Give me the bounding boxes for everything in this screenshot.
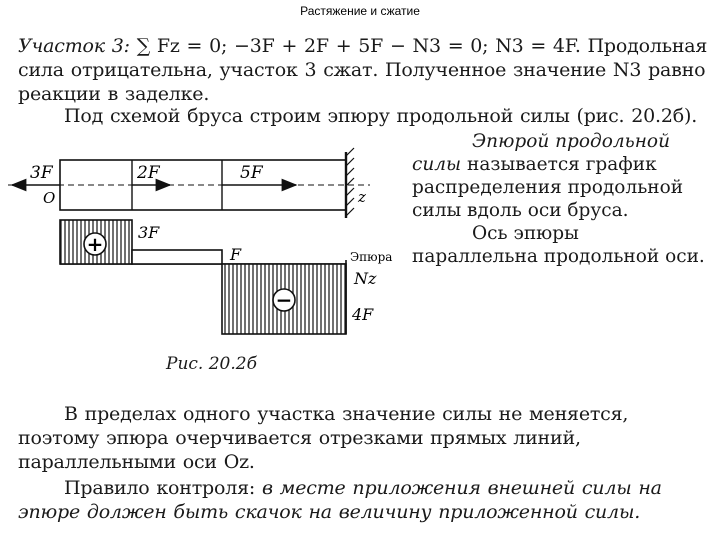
minus-sign: − (275, 288, 293, 312)
section-3-label: Участок 3: (18, 35, 130, 57)
beam-and-force-diagram (0, 130, 410, 350)
control-rule-label: Правило контроля: (64, 477, 256, 499)
paragraph-control-rule (18, 476, 708, 524)
figure-caption: Рис. 20.2б (166, 354, 257, 374)
page-title: Растяжение и сжатие (300, 4, 420, 18)
force-label-middle: 2F (137, 163, 160, 183)
equilibrium-formula: ∑ Fz = 0; −3F + 2F + 5F − N3 = 0; N3 = 4F. (136, 35, 581, 57)
plus-sign: + (86, 232, 104, 256)
paragraph-section-3 (18, 34, 708, 106)
axis-statement: Ось эпюры параллельна продольной оси. (412, 223, 705, 267)
diagram-label: Эпюра (350, 250, 393, 264)
axis-label: z (358, 188, 366, 206)
paragraph-constant-force: В пределах одного участка значение силы не меняется, поэтому эпюра очерчивается отрезками прямых линий, параллельными оси Oz. (18, 403, 629, 473)
section-3-conclusion: Продольная сила отрицательна, участок 3 сжат. Полученное значение N3 равно реакции в заделке. (18, 35, 708, 105)
value-label-bottom: 4F (352, 305, 374, 324)
value-label-mid: F (230, 245, 242, 264)
positive-region-small (132, 250, 222, 264)
origin-label: O (43, 189, 56, 207)
control-rule-text: в месте приложения внешней силы на эпюре должен быть скачок на величину приложенной силы. (18, 477, 662, 523)
fixed-support (346, 148, 354, 218)
definition-term: Эпюрой продольной силы (412, 131, 670, 175)
diagram-symbol: Nz (354, 269, 377, 288)
force-label-right: 5F (240, 163, 263, 183)
value-label-top: 3F (138, 223, 160, 242)
force-label-left: 3F (30, 163, 53, 183)
definition-block (412, 130, 708, 268)
paragraph-diagram-intro: Под схемой бруса строим эпюру продольной силы (рис. 20.2б). (64, 105, 698, 127)
definition-text: называется график распределения продольной силы вдоль оси бруса. (412, 154, 684, 221)
